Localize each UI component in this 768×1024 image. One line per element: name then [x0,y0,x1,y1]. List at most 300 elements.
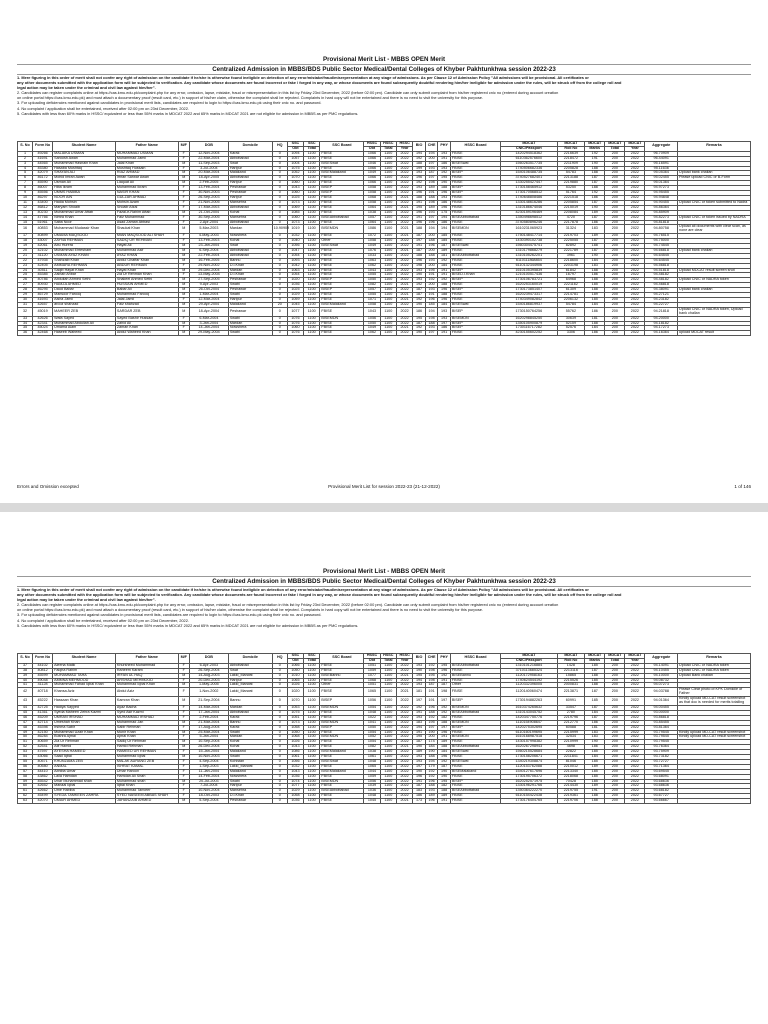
table-cell: 1100 [380,784,396,789]
table-cell: 2022 [625,316,645,321]
table-cell: 191 [413,710,426,715]
table-cell: F [178,215,189,220]
table-cell: M [178,755,189,760]
table-cell: 1076 [287,331,303,336]
table-cell: BISEMDN [450,720,500,725]
column-header: S. No [18,654,33,664]
table-cell: 188 [585,683,605,688]
table-cell: Bushra Ajmal [53,735,116,740]
table-cell: 1100 [380,273,396,278]
table-cell: 0 [272,316,287,321]
table-cell: 190 [425,750,438,755]
table-cell: FBISE [320,293,364,298]
table-cell: FBISE [320,740,364,745]
table-cell: 1100 [304,263,320,268]
table-cell: 1100 [304,764,320,769]
table-cell: 193 [425,258,438,263]
table-cell: 25-Mar-2004 [189,730,228,735]
table-cell: FBISE [450,283,500,288]
table-cell: Upload bank challan [678,288,751,293]
table-cell: 188 [413,225,426,234]
table-cell: 1 [18,151,33,156]
table-cell: 39 [18,673,33,678]
table-cell: 0 [272,799,287,804]
table-cell: FBISE [450,234,500,239]
table-cell: 94.86364 [645,205,678,210]
table-cell: 196 [425,298,438,303]
table-cell: 0 [272,156,287,161]
table-cell: 1120140060474 [501,688,557,697]
table-cell: 194 [413,678,426,683]
table-cell: 1058 [287,725,303,730]
table-cell: 187 [585,705,605,710]
table-cell: 13-May-2004 [189,273,228,278]
table-cell: 200 [605,715,625,720]
table-cell: 0 [272,278,287,283]
table-cell: 1052 [364,735,380,740]
note-line: on online portal https://cas.kmu.edu.pk) and must attach a documentary proof (result card, etc.) in support of his/her claim, otherwise the complaint shall be rejected. Complaints in hard copy will not be entertained and there is no need to visit the university for this purpose. [17,607,484,613]
table-cell: 2022 [396,268,412,273]
table-cell: 2022 [625,220,645,225]
table-cell: 194 [425,151,438,156]
table-cell: FBISE [320,200,364,205]
table-cell: 0 [272,735,287,740]
table-cell: FBISE [450,210,500,215]
column-subheader: Total [304,658,320,663]
table-cell: 29-Nov-2002 [189,263,228,268]
table-cell: 1730195706372 [501,774,557,779]
table-cell: 1054 [364,705,380,710]
table-cell: 2219703 [557,234,585,239]
table-cell: 42 [18,688,33,697]
table-cell: 196 [413,220,426,225]
table-cell: 34 [18,321,33,326]
table-cell: Zia Ur Rehman Khan [115,273,178,278]
table-cell: Jalal Jamil [115,298,178,303]
table-cell: 197 [425,725,438,730]
table-cell: Muhammad Abdullah Ali [53,321,116,326]
table-cell: 47 [18,720,33,725]
table-cell: Malakand [228,171,272,176]
table-cell: 16-Feb-2005 [189,258,228,263]
table-cell: 1049 [364,244,380,249]
table-cell: Hasaba Mushtaq [53,166,116,171]
table-cell: 4-May-2003 [189,234,228,239]
table-cell: Swabi [228,293,272,298]
table-cell: Munir Khan [115,730,178,735]
table-cell: Muhammad Farooq [115,293,178,298]
table-cell: 197 [425,331,438,336]
table-cell: 1100 [304,326,320,331]
table-cell: M [178,248,189,253]
table-cell: 188 [585,673,605,678]
table-cell: BISEMalakand [320,750,364,755]
column-subheader: Total [380,146,396,151]
table-cell: 200 [605,263,625,268]
table-cell: 1064 [364,205,380,210]
table-cell: 94.22727 [645,302,678,307]
table-cell: 1044 [364,769,380,774]
table-cell: 1100 [380,288,396,293]
table-cell: BISEMDN [450,705,500,710]
table-cell: 0 [272,715,287,720]
table-cell: 189 [438,248,451,253]
table-cell: Abbottabad [228,220,272,225]
table-cell: 1730116717282 [501,326,557,331]
table-cell: FBISE [450,195,500,200]
footer-disclaimer: Errors and Omission excepted [17,484,79,489]
column-header: DOB [189,654,228,664]
table-cell: 58 [18,774,33,779]
table-cell: 2021 [396,745,412,750]
table-cell: FBISE [320,273,364,278]
table-cell: 42079 [33,171,53,176]
table-cell: 2022 [625,181,645,186]
table-cell: 1100 [304,248,320,253]
table-cell: Bannu [228,258,272,263]
table-cell: 200 [605,234,625,239]
table-cell: 186 [585,307,605,316]
table-cell: 187 [585,715,605,720]
table-cell: Shahzaib Khan [53,258,116,263]
table-cell: 184 [438,750,451,755]
table-cell: 185 [585,759,605,764]
table-cell: 1082 [364,283,380,288]
table-cell: 2022 [625,191,645,196]
table-cell: BISEMDN [320,720,364,725]
table-cell: M [178,161,189,166]
column-subheader: Total [605,658,625,663]
table-cell: 1100 [304,244,320,249]
table-cell: 1062 [364,331,380,336]
table-cell: UMAIR AHMED [53,799,116,804]
page-separator [0,503,768,512]
table-cell: 187 [413,740,426,745]
table-cell: 188 [413,161,426,166]
table-cell: 0 [272,268,287,273]
column-header: MDCAT [501,654,557,659]
table-cell: 93.79545 [645,730,678,735]
table-cell: 1310105262201 [501,253,557,258]
table-cell: 2022 [396,302,412,307]
table-cell: Sabir Rehman [115,725,178,730]
table-cell: 2022 [396,200,412,205]
table-cell: NOOR AIN [53,195,116,200]
table-cell: 197 [413,239,426,244]
table-cell: Peshawar [228,191,272,196]
table-cell: 1100 [304,191,320,196]
table-cell: 15865 [557,673,585,678]
table-cell: Muhammad shah [115,779,178,784]
table-cell: 1066 [364,166,380,171]
table-cell: 193 [425,210,438,215]
table-cell: 2022 [625,200,645,205]
table-cell: 193 [438,307,451,316]
table-cell: 42652 [33,784,53,789]
table-cell: 1050 [287,730,303,735]
table-cell: Upload MDCAT result screen shot [678,268,751,273]
table-cell: Upload bank challan [678,248,751,253]
table-cell: 1120332396005 [501,683,557,688]
table-cell: 40580 [33,764,53,769]
table-cell: F [178,156,189,161]
table-cell: Faiz Muhammad [115,215,178,220]
table-cell: 93.79545 [645,740,678,745]
table-cell: 43400 [33,200,53,205]
table-cell: 1100 [380,302,396,307]
table-cell: FBISE [450,774,500,779]
table-cell: 192 [438,705,451,710]
table-cell: FBISE [320,181,364,186]
table-cell: 1075 [287,710,303,715]
table-cell: Ajmal Khan [115,735,178,740]
table-cell: Hassaan Khan [53,697,116,706]
table-cell: 2022 [625,298,645,303]
table-cell: Syeda Maheen Zehra Kazmi [53,710,116,715]
table-cell: Muhammad Iqbal Khan [115,683,178,688]
table-cell: 2213188 [557,176,585,181]
table-cell: 1100 [380,730,396,735]
table-cell: 1059 [364,668,380,673]
table-cell: 1076 [364,248,380,253]
table-cell: 20-Jul-2003 [189,779,228,784]
table-cell: M [178,321,189,326]
table-cell: 2022 [396,307,412,316]
table-cell: 187 [585,215,605,220]
table-cell: F [178,326,189,331]
table-cell: 1610105395839 [501,268,557,273]
table-cell: 2022 [625,774,645,779]
table-cell: 1063 [287,268,303,273]
table-cell: 45398 [33,725,53,730]
page-subtitle: Centralized Admission in MBBS/BDS Public Sector Medical/Dental Colleges of Khyber Pakhtunkhwa session 2022-23 [212,578,556,585]
table-cell: 1100 [380,663,396,668]
table-cell: 1068 [287,735,303,740]
table-cell: 45209 [33,715,53,720]
table-cell: 1100 [380,181,396,186]
table-cell: Bannu [228,697,272,706]
table-cell: 192 [425,715,438,720]
table-cell: 1100 [304,740,320,745]
table-cell: 200 [605,151,625,156]
table-cell: 41 [18,683,33,688]
table-cell: 199 [413,166,426,171]
table-cell: 1051 [287,715,303,720]
table-cell: BISEAbbottabad [450,253,500,258]
table-cell: BISEP [450,307,500,316]
table-cell: 2021 [396,673,412,678]
table-cell: 40786 [33,278,53,283]
table-cell: 188 [425,321,438,326]
table-cell: 1100 [380,331,396,336]
table-cell: 0 [272,239,287,244]
table-cell: F [178,166,189,171]
table-cell: 200 [605,298,625,303]
table-cell: 45556 [33,191,53,196]
table-cell: Khansa Aziz [53,688,116,697]
table-cell: 1029 [287,789,303,794]
table-cell: 193 [438,316,451,321]
table-cell: 44 [18,705,33,710]
table-cell: Asad Zaman Abbasi [115,220,178,225]
table-cell: 187 [413,248,426,253]
table-cell: Muhammad Fahad Iqbal Khan [53,683,116,688]
table-cell: 1050 [364,321,380,326]
table-cell: FBISE [450,258,500,263]
table-cell: 2022 [396,220,412,225]
table-cell: Saqib Hayat Khan [53,268,116,273]
table-cell: BISEP [450,171,500,176]
table-cell: 1100 [304,225,320,234]
column-header: Aggregate [645,142,678,152]
table-cell: HAMZA AHMED [53,283,116,288]
table-cell: F [178,705,189,710]
table-cell: F [178,273,189,278]
table-cell: M [178,278,189,283]
table-cell: FBISE [450,715,500,720]
table-cell: 1100 [380,156,396,161]
table-cell: 192 [413,156,426,161]
table-cell: 10-Sep-2004 [189,740,228,745]
table-cell: 1074 [287,779,303,784]
table-cell: 196 [438,730,451,735]
table-cell: Muhammad Ehtesham [53,248,116,253]
table-cell: 51 [18,740,33,745]
column-header: BIO [413,142,426,152]
table-cell: 1100 [304,663,320,668]
table-cell: Swat [228,161,272,166]
column-header: SSC [287,142,303,147]
column-subheader: Total [380,658,396,663]
table-cell: 1100 [380,697,396,706]
table-cell: 2022 [396,171,412,176]
table-cell: 0 [272,683,287,688]
table-cell: 94.46818 [645,283,678,288]
table-cell: 200 [605,302,625,307]
table-cell: BISEBannu [320,673,364,678]
note-line: 1. Mere figuring in this order of merit shall not confer any right of admission on the candidate if he/she is otherwise found ineligible on detection of any error/mistake/fraud/misrepresentation at any stage of admissions. As per Clause 12 of Admission Policy "All admissions will be provisional. All certificates or [17,587,589,592]
table-cell: 188 [438,720,451,725]
table-cell: 2022 [625,779,645,784]
table-cell: FBISE [320,253,364,258]
table-cell: 94.97273 [645,186,678,191]
table-cell: 2022 [625,244,645,249]
table-cell: 200 [605,764,625,769]
table-cell: BISEMalakand [320,302,364,307]
table-cell: BISESwat [320,244,364,249]
table-cell: BISEMDN [450,316,500,321]
table-cell: HUSSAIN AHMED [115,283,178,288]
table-cell: 1100 [304,176,320,181]
table-cell: 192 [413,283,426,288]
table-cell: 20-Dec-2003 [189,678,228,683]
table-cell: 200 [605,210,625,215]
table-cell: Bannu [228,720,272,725]
table-cell: 0 [272,769,287,774]
table-cell: USMAN AYAZ KHAN [53,253,116,258]
table-cell: 2211909 [557,161,585,166]
table-cell: 189 [425,186,438,191]
table-cell: 1100 [304,307,320,316]
table-cell: 93.69545 [645,769,678,774]
table-cell: 188 [585,321,605,326]
table-cell: 11-Sep-2003 [189,161,228,166]
table-cell: 1100 [380,688,396,697]
table-cell: 183 [585,735,605,740]
table-cell: 0 [272,176,287,181]
table-cell: 40571 [33,759,53,764]
table-cell: MUHAMMAD USMAN [115,151,178,156]
table-cell: 2021 [396,195,412,200]
table-cell: 2022 [396,735,412,740]
table-cell: 1043 [287,745,303,750]
table-cell: 0 [272,759,287,764]
table-cell: Kohat [228,239,272,244]
table-cell: MALAK AURANG ZEB [115,759,178,764]
table-cell: 93.68182 [645,789,678,794]
table-cell: 1420347750776 [501,715,557,720]
table-cell: 29-Apr-2004 [189,302,228,307]
table-cell: Sadiq Ur Rehman [115,740,178,745]
table-cell: 1100 [380,326,396,331]
table-cell: 54784 [557,302,585,307]
table-cell: 0 [272,181,287,186]
merit-table [17,141,751,336]
table-cell: 197 [425,176,438,181]
table-cell: 2022 [396,166,412,171]
table-cell: 185 [585,769,605,774]
table-cell: 193 [425,166,438,171]
table-cell: 94.48182 [645,273,678,278]
table-cell: 1110154908647 [501,720,557,725]
table-cell: 2022 [396,663,412,668]
table-cell: Zainab Anbar [53,273,116,278]
table-cell: 200 [605,253,625,258]
table-cell: FBISE [450,668,500,673]
column-header: MDCAT [625,142,645,147]
table-cell: Abbottabad [228,663,272,668]
table-cell: 46295 [33,288,53,293]
table-cell: 18-Oct-2003 [189,794,228,799]
table-cell: 187 [585,239,605,244]
table-cell: 1071 [364,298,380,303]
table-cell: 32 [18,307,33,316]
table-cell: 1073 [287,220,303,225]
table-cell: FBISE [450,239,500,244]
table-cell: F [178,678,189,683]
table-cell: 9-Apr-2003 [189,283,228,288]
table-cell: 1350105900879 [501,321,557,326]
table-cell [678,799,751,804]
table-cell: 94.07273 [645,683,678,688]
table-cell: 57 [18,769,33,774]
table-cell: FBISE [320,799,364,804]
column-header: BIO [413,654,426,664]
column-subheader: Obt [287,658,303,663]
table-cell: SHAYAN ALI [53,171,116,176]
table-cell: 1100 [380,263,396,268]
table-cell: 193 [413,715,426,720]
table-cell: 200 [605,283,625,288]
table-cell: 42061 [33,244,53,249]
table-cell: BISEMDN [450,735,500,740]
table-cell: 3740580896246 [501,220,557,225]
table-cell: 1062 [364,263,380,268]
table-cell: 96.44091 [645,156,678,161]
table-cell: 200 [605,161,625,166]
table-cell: 14 [18,215,33,220]
table-cell: 2219706 [557,799,585,804]
